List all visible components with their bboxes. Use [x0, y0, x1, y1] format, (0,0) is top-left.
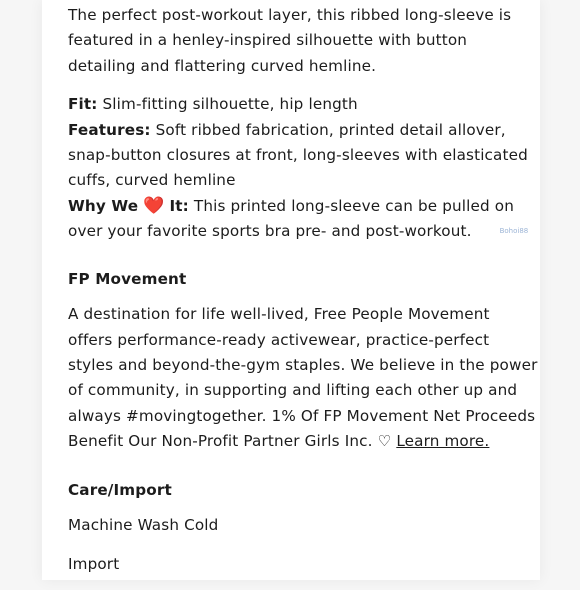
- learn-more-link[interactable]: Learn more.: [396, 432, 490, 451]
- watermark: Bohoi88: [499, 227, 529, 236]
- intro-text: The perfect post-workout layer, this ribbed long-sleeve is featured in a henley-inspired silhouette with button detailing and flattering curved hemline.: [68, 6, 512, 75]
- why-text: This printed long-sleeve can be pulled on over your favorite sports bra pre- and post-workout.: [68, 196, 514, 241]
- why-label-end: It:: [169, 196, 189, 215]
- care-import-text: Import: [68, 554, 120, 573]
- fit-line: [68, 92, 538, 117]
- features-label: Features:: [68, 120, 151, 139]
- fit-label: Fit:: [68, 95, 98, 114]
- product-description: [68, 3, 538, 590]
- features-text: Soft ribbed fabrication, printed detail allover, snap-button closures at front, long-sleeves with elasticated cuffs, curved hemline: [68, 120, 528, 190]
- fp-movement-body: [68, 302, 538, 454]
- why-label-start: Why We: [68, 196, 139, 215]
- features-line: [68, 118, 538, 194]
- why-line: [68, 194, 538, 245]
- fit-text: Slim-fitting silhouette, hip length: [102, 95, 358, 114]
- fp-movement-title: FP Movement: [68, 269, 187, 288]
- fp-movement-text: A destination for life well-lived, Free People Movement offers performance-ready activewear, practice-perfect styles and beyond-the-gym staples. We believe in the power of community, in supporting and lifting each other up and always #movingtogether. 1% Of FP Movement Net Proceeds Benefit Our Non-Profit Partner Girls Inc. ♡: [68, 305, 538, 451]
- care-import-title: Care/Import: [68, 480, 172, 499]
- heart-icon: ❤️: [143, 195, 165, 216]
- care-wash-text: Machine Wash Cold: [68, 516, 219, 535]
